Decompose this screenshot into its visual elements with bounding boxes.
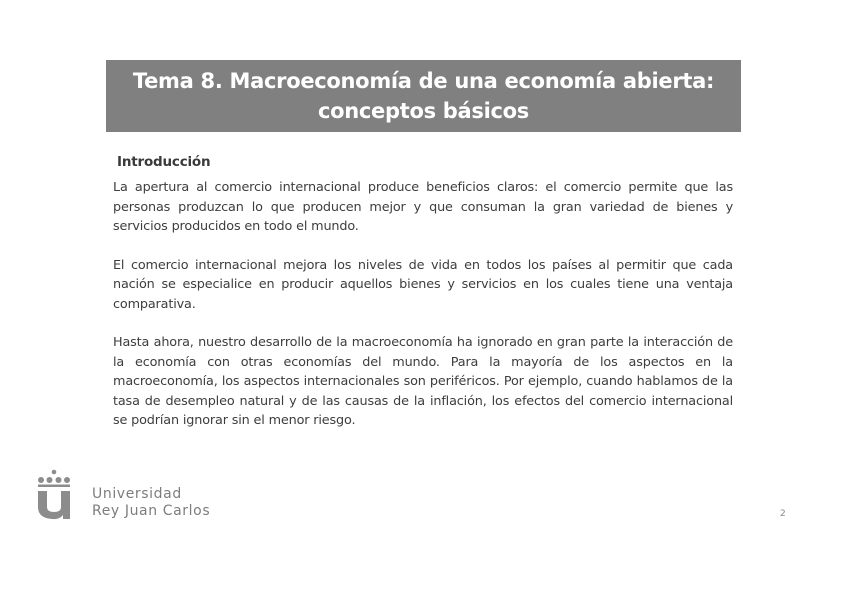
logo-line-1: Universidad — [92, 486, 182, 502]
logo-line-2: Rey Juan Carlos — [92, 503, 211, 519]
body-text — [113, 178, 733, 450]
paragraph-1: La apertura al comercio internacional produce beneficios claros: el comercio permite que las personas produzcan lo que producen mejor y que consuman la gran variedad de bienes y servicios producidos en todo el mundo. — [113, 180, 733, 234]
slide-title-line-2: conceptos básicos — [317, 99, 529, 123]
university-logo — [36, 469, 236, 524]
section-heading: Introducción — [117, 154, 211, 170]
logo-text — [92, 486, 210, 520]
paragraph-2: El comercio internacional mejora los niveles de vida en todos los países al permitir que cada nación se especialice en producir aquellos bienes y servicios en los cuales tiene una ventaja comparativa. — [113, 257, 733, 312]
title-banner — [106, 60, 741, 132]
paragraph-3: Hasta ahora, nuestro desarrollo de la macroeconomía ha ignorado en gran parte la interacción de la economía con otras economías del mundo. Para la mayoría de los aspectos en la macroeconomía, los aspectos internacionales son periféricos. Por ejemplo, cuando hablamos de la tasa de desempleo natural y de las causas de la inflación, los efectos del comercio internacional se podrían ignorar sin el menor riesgo. — [113, 335, 733, 428]
slide-title-line-1: Tema 8. Macroeconomía de una economía abierta: — [132, 69, 715, 93]
page-number: 2 — [780, 509, 786, 519]
university-crown-u-icon — [36, 469, 72, 521]
